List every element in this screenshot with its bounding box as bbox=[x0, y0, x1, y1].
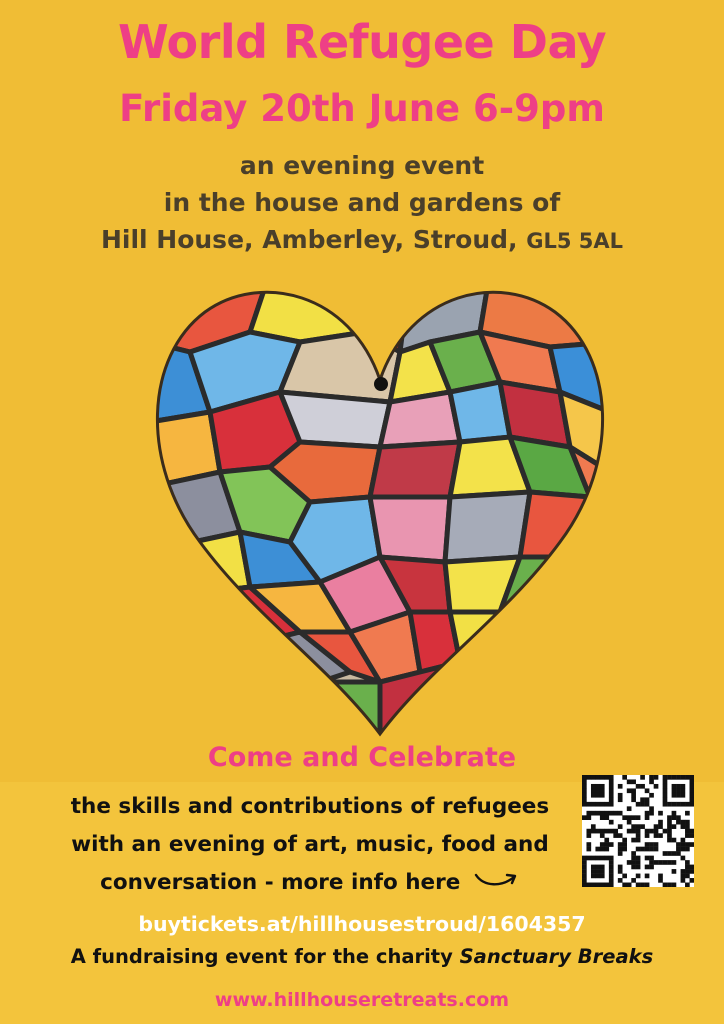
details-line-3 bbox=[30, 864, 590, 902]
venue-line-1: an evening event bbox=[239, 151, 485, 180]
curved-arrow-right-icon bbox=[474, 864, 520, 902]
website-link[interactable]: www.hillhouseretreats.com bbox=[214, 989, 510, 1011]
details-line-1: the skills and contributions of refugees bbox=[70, 794, 550, 819]
venue-address: Hill House, Amberley, Stroud, bbox=[100, 225, 518, 254]
venue-line-2: in the house and gardens of bbox=[163, 188, 561, 217]
qr-code-icon[interactable] bbox=[582, 775, 694, 887]
venue-block bbox=[0, 147, 724, 260]
fundraising-prefix: A fundraising event for the charity bbox=[70, 945, 453, 968]
tickets-link[interactable]: buytickets.at/hillhousestroud/1604357 bbox=[138, 912, 586, 936]
stained-glass-heart-icon bbox=[150, 272, 610, 742]
event-title: World Refugee Day bbox=[117, 15, 607, 69]
charity-name: Sanctuary Breaks bbox=[459, 945, 654, 968]
details-line-3-text: conversation - more info here bbox=[100, 870, 461, 895]
venue-postcode: GL5 5AL bbox=[526, 229, 624, 253]
event-date-time: Friday 20th June 6-9pm bbox=[119, 87, 605, 130]
celebrate-heading: Come and Celebrate bbox=[207, 742, 517, 773]
fundraising-line bbox=[0, 942, 724, 972]
event-details bbox=[30, 788, 590, 902]
details-line-2: with an evening of art, music, food and bbox=[71, 832, 549, 857]
venue-address-line bbox=[0, 221, 724, 260]
